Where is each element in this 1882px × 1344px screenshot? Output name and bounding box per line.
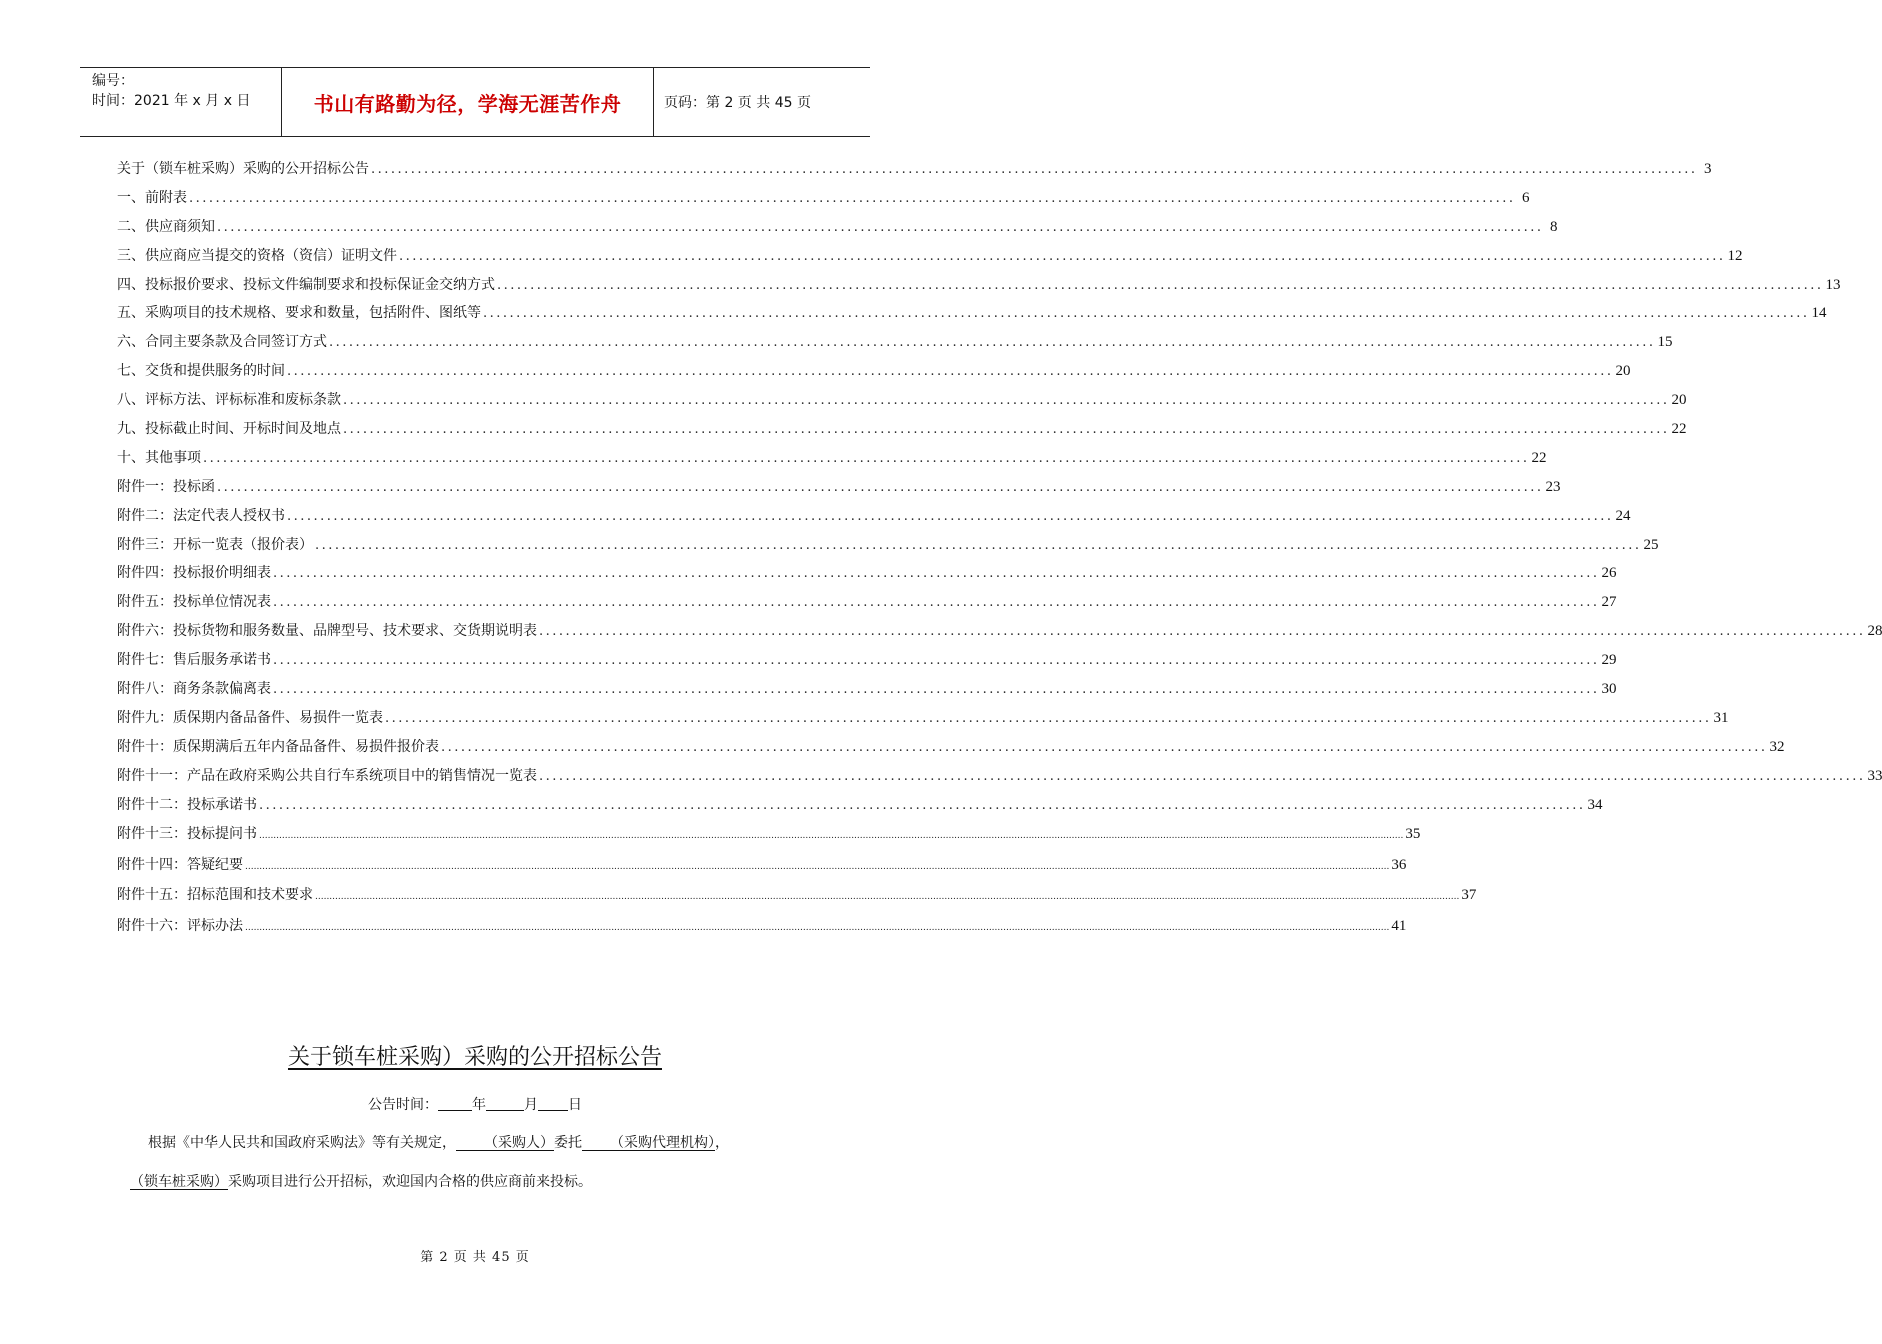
toc-leader-dots: ........................................................................................................................................................................................................ (343, 393, 1670, 409)
toc-entry-page: 35 (1405, 826, 1421, 843)
p2-text: 采购项目进行公开招标，欢迎国内合格的供应商前来投标。 (228, 1174, 592, 1190)
toc-entry-title: 附件十四：答疑纪要 (117, 856, 243, 873)
toc-entry-title: 八、评标方法、评标标准和废标条款 (117, 392, 341, 409)
toc-entry (117, 617, 1882, 646)
toc-entry (117, 502, 1631, 531)
toc-leader-dots: ........................................................................................................................................................................................................ (273, 682, 1600, 698)
toc-entry (117, 184, 1530, 213)
toc-entry-page: 20 (1671, 392, 1687, 409)
toc-leader-dots: ........................................................................................................................................................................................................ (203, 450, 1530, 466)
toc-leader-dots: ........................................................................................................................................................................................................ (343, 422, 1670, 438)
header-motto-cell (282, 68, 654, 136)
toc-entry-page: 37 (1461, 887, 1477, 904)
toc-entry (117, 911, 1407, 942)
toc-entry (117, 155, 1712, 184)
purchaser-field (456, 1135, 554, 1151)
toc-entry-page: 34 (1587, 796, 1603, 813)
toc-entry-page: 8 (1549, 218, 1558, 235)
toc-entry-page: 22 (1671, 421, 1687, 438)
toc-entry (117, 328, 1673, 357)
toc-entry (117, 588, 1617, 617)
toc-entry-title: 一、前附表 (117, 189, 187, 206)
toc-entry-title: 附件十二：投标承诺书 (117, 796, 257, 813)
notice-paragraph-line-2 (130, 1172, 880, 1192)
toc-entry-page: 12 (1727, 247, 1743, 264)
toc-entry-title: 附件十三：投标提问书 (117, 826, 257, 843)
project-text: （锁车桩采购） (130, 1174, 228, 1190)
toc-entry-title: 三、供应商应当提交的资格（资信）证明文件 (117, 247, 397, 264)
toc-entry-title: 五、采购项目的技术规格、要求和数量，包括附件、图纸等 (117, 305, 481, 322)
toc-entry (117, 704, 1729, 733)
toc-leader-dots: ........................................................................................................................................................................................................ (385, 710, 1712, 726)
month-label: 月 (524, 1097, 538, 1113)
toc-entry-title: 二、供应商须知 (117, 218, 215, 235)
toc-entry-title: 附件六：投标货物和服务数量、品牌型号、技术要求、交货期说明表 (117, 623, 537, 640)
toc-leader-dots: ........................................................................................................................................................................................................ (315, 537, 1642, 553)
toc-entry-page: 27 (1601, 594, 1617, 611)
toc-entry (117, 675, 1617, 704)
toc-entry (117, 819, 1421, 850)
header-left-cell (80, 68, 282, 136)
agency-text: （采购代理机构） (610, 1135, 715, 1151)
toc-leader-dots: ........................................................................................................................................................................................................ (483, 306, 1810, 322)
toc-entry-page: 22 (1531, 449, 1547, 466)
toc-entry-page: 33 (1867, 767, 1882, 784)
toc-entry-page: 23 (1545, 478, 1561, 495)
toc-entry-title: 附件二：法定代表人授权书 (117, 507, 285, 524)
toc-leader-dots: ................................................................................................................................................................................................................................................................................................................................................................................................................ (245, 861, 1390, 872)
toc-entry-title: 附件一：投标函 (117, 478, 215, 495)
day-blank (538, 1096, 568, 1111)
project-field (130, 1174, 228, 1190)
header-number-label: 编号： (92, 73, 134, 89)
toc-leader-dots: ........................................................................................................................................................................................................ (539, 768, 1866, 784)
toc-entry-page: 29 (1601, 652, 1617, 669)
purchaser-text: （采购人） (484, 1135, 554, 1151)
toc-leader-dots: ........................................................................................................................................................................................................ (217, 479, 1544, 495)
toc-entry-title: 附件五：投标单位情况表 (117, 594, 271, 611)
toc-entry (117, 531, 1659, 560)
p1-text-c: ， (715, 1135, 729, 1151)
toc-entry-title: 附件九：质保期内备品备件、易损件一览表 (117, 709, 383, 726)
toc-entry-page: 36 (1391, 856, 1407, 873)
toc-entry-title: 附件十六：评标办法 (117, 917, 243, 934)
toc-entry-title: 附件三：开标一览表（报价表） (117, 536, 313, 553)
toc-entry (117, 415, 1687, 444)
toc-entry-title: 附件七：售后服务承诺书 (117, 652, 271, 669)
p1-text-b: 委托 (554, 1135, 582, 1151)
toc-entry-page: 26 (1601, 565, 1617, 582)
toc-entry-page: 24 (1615, 507, 1631, 524)
page-header (80, 67, 870, 137)
toc-entry-page: 13 (1825, 276, 1841, 293)
toc-leader-dots: ........................................................................................................................................................................................................ (539, 624, 1866, 640)
year-label: 年 (472, 1097, 486, 1113)
toc-entry-title: 六、合同主要条款及合同签订方式 (117, 334, 327, 351)
toc-entry-title: 附件四：投标报价明细表 (117, 565, 271, 582)
header-date-label: 时间：2021 年 x 月 x 日 (92, 93, 251, 109)
toc-entry-title: 附件十五：招标范围和技术要求 (117, 887, 313, 904)
toc-leader-dots: ........................................................................................................................................................................................................ (287, 364, 1614, 380)
notice-title-text: 关于锁车桩采购）采购的公开招标公告 (287, 1045, 662, 1070)
toc-entry-page: 30 (1601, 681, 1617, 698)
toc-leader-dots: ........................................................................................................................................................................................................ (497, 277, 1824, 293)
toc-entry (117, 299, 1827, 328)
toc-leader-dots: ........................................................................................................................................................................................................ (287, 508, 1614, 524)
toc-entry-page: 31 (1713, 709, 1729, 726)
toc-entry (117, 271, 1841, 300)
toc-entry (117, 444, 1547, 473)
toc-entry (117, 213, 1558, 242)
toc-entry-page: 41 (1391, 917, 1407, 934)
toc-leader-dots: ........................................................................................................................................................................................................ (273, 595, 1600, 611)
notice-paragraph-line-1 (148, 1133, 898, 1153)
toc-entry-page: 3 (1703, 161, 1712, 177)
toc-entry-page: 32 (1769, 738, 1785, 755)
toc-leader-dots: ........................................................................................................................................................................................................ (273, 653, 1600, 669)
toc-leader-dots: ........................................................................................................................................................................................................ (189, 190, 1516, 206)
month-blank (486, 1096, 524, 1111)
toc-entry (117, 733, 1785, 762)
toc-entry (117, 646, 1617, 675)
header-motto: 书山有路勤为径，学海无涯苦作舟 (313, 91, 622, 116)
toc-entry-title: 关于（锁车桩采购）采购的公开招标公告 (117, 161, 369, 177)
toc-entry (117, 791, 1603, 820)
toc-leader-dots: ........................................................................................................................................................................................................ (329, 335, 1656, 351)
toc-entry (117, 242, 1743, 271)
toc-leader-dots: ........................................................................................................................................................................................................ (217, 219, 1544, 235)
toc-entry-title: 附件十一：产品在政府采购公共自行车系统项目中的销售情况一览表 (117, 767, 537, 784)
table-of-contents (117, 155, 1882, 941)
notice-time (0, 1094, 950, 1114)
toc-entry (117, 850, 1407, 881)
toc-leader-dots: ................................................................................................................................................................................................................................................................................................................................................................................................................ (245, 922, 1390, 933)
notice-title (0, 1040, 950, 1071)
toc-entry-page: 6 (1521, 189, 1530, 206)
toc-entry-page: 28 (1867, 623, 1882, 640)
toc-entry-title: 附件八：商务条款偏离表 (117, 681, 271, 698)
toc-entry (117, 880, 1477, 911)
footer-page-number: 第 2 页 共 45 页 (420, 1250, 530, 1265)
toc-entry (117, 559, 1617, 588)
toc-leader-dots: ........................................................................................................................................................................................................ (273, 566, 1600, 582)
toc-leader-dots: ........................................................................................................................................................................................................ (441, 739, 1768, 755)
toc-entry-page: 15 (1657, 334, 1673, 351)
toc-entry-page: 20 (1615, 363, 1631, 380)
toc-entry (117, 386, 1687, 415)
toc-leader-dots: ........................................................................................................................................................................................................ (259, 797, 1586, 813)
header-page-label: 页码：第 2 页 共 45 页 (664, 95, 811, 111)
toc-leader-dots: ........................................................................................................................................................................................................ (371, 162, 1698, 177)
notice-time-label: 公告时间： (368, 1097, 438, 1113)
toc-entry-title: 附件十：质保期满后五年内备品备件、易损件报价表 (117, 738, 439, 755)
toc-entry (117, 357, 1631, 386)
toc-entry-page: 25 (1643, 536, 1659, 553)
year-blank (438, 1096, 472, 1111)
toc-leader-dots: ................................................................................................................................................................................................................................................................................................................................................................................................................ (259, 831, 1404, 842)
toc-leader-dots: ................................................................................................................................................................................................................................................................................................................................................................................................................ (315, 892, 1460, 903)
toc-entry (117, 762, 1882, 791)
toc-entry-page: 14 (1811, 305, 1827, 322)
toc-entry-title: 十、其他事项 (117, 449, 201, 466)
header-page-cell (654, 68, 870, 136)
p1-text-a: 根据《中华人民共和国政府采购法》等有关规定， (148, 1135, 456, 1151)
toc-leader-dots: ........................................................................................................................................................................................................ (399, 248, 1726, 264)
agency-field (582, 1135, 715, 1151)
toc-entry-title: 九、投标截止时间、开标时间及地点 (117, 421, 341, 438)
toc-entry-title: 七、交货和提供服务的时间 (117, 363, 285, 380)
page-footer (0, 1246, 950, 1265)
toc-entry (117, 473, 1561, 502)
day-label: 日 (568, 1097, 582, 1113)
toc-entry-title: 四、投标报价要求、投标文件编制要求和投标保证金交纳方式 (117, 276, 495, 293)
